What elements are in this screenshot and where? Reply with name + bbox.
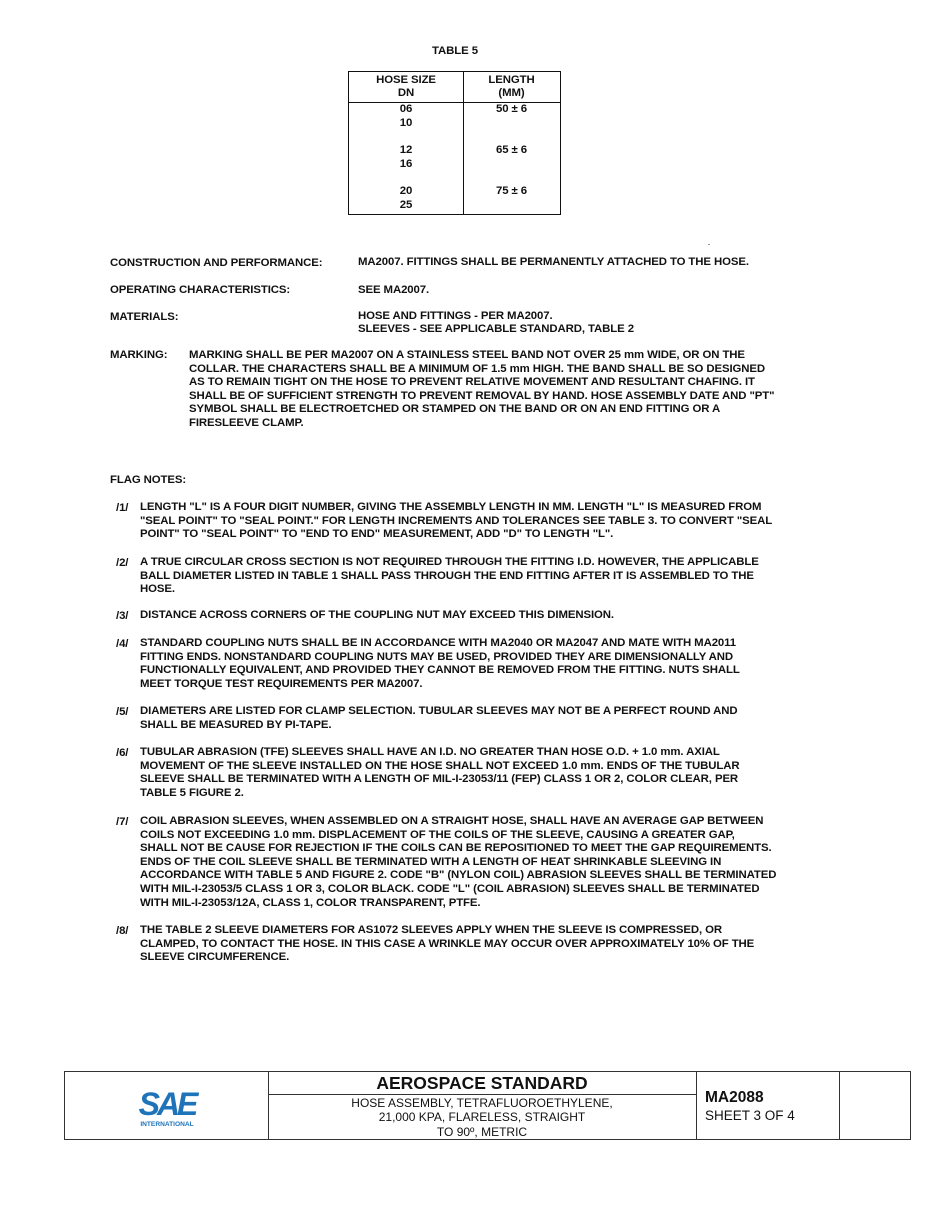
- table-cell-length: 50 ± 6: [496, 103, 527, 115]
- marking-line: MARKING SHALL BE PER MA2007 ON A STAINLESS STEEL BAND NOT OVER 25 mm WIDE, OR ON THE: [189, 349, 745, 361]
- note-7-id: /7/: [116, 816, 129, 828]
- note-1-text: LENGTH "L" IS A FOUR DIGIT NUMBER, GIVING THE ASSEMBLY LENGTH IN MM. LENGTH "L" IS MEASURED FROM "SEAL POINT" TO "SEAL POINT." FOR LENGTH INCREMENTS AND TOLERANCES SEE TABLE 3. TO CONVERT "SEAL POINT" TO "SEAL POINT" TO "END TO END" MEASUREMENT, ADD "D" TO LENGTH "L".: [140, 501, 773, 541]
- operating-value: SEE MA2007.: [358, 284, 430, 296]
- marking-line: AS TO REMAIN TIGHT ON THE HOSE TO PREVENT RELATIVE MOVEMENT AND RESULTANT CHAFING. IT: [189, 376, 755, 389]
- note-1-id: /1/: [116, 502, 129, 514]
- table-cell-size: 16: [399, 158, 413, 170]
- speck-mark: [708, 244, 710, 245]
- construction-value: MA2007. FITTINGS SHALL BE PERMANENTLY ATTACHED TO THE HOSE.: [358, 256, 749, 268]
- materials-label: MATERIALS:: [110, 311, 179, 323]
- table-cell-size: 10: [399, 117, 413, 129]
- standard-description: HOSE ASSEMBLY, TETRAFLUOROETHYLENE, 21,000 KPA, FLARELESS, STRAIGHT TO 90º, METRIC: [351, 1096, 613, 1139]
- note-4-id: /4/: [116, 638, 129, 650]
- sae-logo: [131, 1084, 203, 1130]
- document-number: MA2088: [705, 1089, 764, 1106]
- sheet-number: SHEET 3 OF 4: [705, 1108, 795, 1123]
- table-cell-length: 65 ± 6: [496, 144, 527, 156]
- note-6-text: TUBULAR ABRASION (TFE) SLEEVES SHALL HAVE AN I.D. NO GREATER THAN HOSE O.D. + 1.0 mm. AXIAL MOVEMENT OF THE SLEEVE INSTALLED ON THE HOSE SHALL NOT EXCEED 1.0 mm. ENDS OF THE TUBULAR SLEEVE SHALL BE TERMINATED WITH A LENGTH OF MIL-I-23053/11 (FEP) CLASS 1 OR 2, COLOR CLEAR, PER TABLE 5 FIGURE 2.: [140, 746, 740, 799]
- marking-label: MARKING:: [110, 349, 168, 361]
- sae-logo-text: SAE: [138, 1086, 196, 1122]
- table-cell-size: 20: [399, 185, 413, 197]
- note-2-text: A TRUE CIRCULAR CROSS SECTION IS NOT REQUIRED THROUGH THE FITTING I.D. HOWEVER, THE APPLICABLE BALL DIAMETER LISTED IN TABLE 1 SHALL PASS THROUGH THE END FITTING AFTER IT IS ASSEMBLED TO THE HOSE.: [140, 556, 759, 596]
- header-length: LENGTH (MM): [488, 74, 535, 99]
- table-cell-size: 12: [399, 144, 413, 156]
- construction-label: CONSTRUCTION AND PERFORMANCE:: [110, 257, 323, 269]
- marking-line: COLLAR. THE CHARACTERS SHALL BE A MINIMUM OF 1.5 mm HIGH. THE BAND SHALL BE SO DESIGNED: [189, 362, 766, 375]
- flag-notes-title: FLAG NOTES:: [110, 474, 187, 486]
- note-6-id: /6/: [116, 747, 129, 759]
- table-5-title: TABLE 5: [432, 45, 478, 57]
- materials-line-2: SLEEVES - SEE APPLICABLE STANDARD, TABLE 2: [358, 323, 634, 335]
- standard-title: AEROSPACE STANDARD: [376, 1073, 588, 1093]
- table-cell-size: 25: [399, 199, 413, 211]
- title-block-divider: [839, 1072, 840, 1139]
- table-cell-size: 06: [399, 103, 413, 115]
- note-2-id: /2/: [116, 557, 129, 569]
- marking-line: SHALL BE OF SUFFICIENT STRENGTH TO PREVENT REMOVAL BY HAND. HOSE ASSEMBLY DATE AND "PT": [189, 389, 775, 402]
- note-3-text: DISTANCE ACROSS CORNERS OF THE COUPLING NUT MAY EXCEED THIS DIMENSION.: [140, 609, 614, 621]
- marking-line: FIRESLEEVE CLAMP.: [189, 416, 304, 429]
- note-8-id: /8/: [116, 925, 129, 937]
- operating-label: OPERATING CHARACTERISTICS:: [110, 284, 291, 296]
- table-5: [348, 71, 561, 215]
- materials-line-1: HOSE AND FITTINGS - PER MA2007.: [358, 310, 553, 322]
- title-block-divider: [268, 1094, 696, 1095]
- sae-logo-subtext: INTERNATIONAL: [140, 1121, 194, 1128]
- note-7-text: COIL ABRASION SLEEVES, WHEN ASSEMBLED ON A STRAIGHT HOSE, SHALL HAVE AN AVERAGE GAP BETWEEN COILS NOT EXCEEDING 1.0 mm. DISPLACEMENT OF THE COILS OF THE SLEEVE, CAUSING A GREATER GAP, SHALL NOT BE CAUSE FOR REJECTION IF THE COILS CAN BE REPOSITIONED TO MEET THE GAP REQUIREMENTS. ENDS OF THE COIL SLEEVE SHALL BE TERMINATED WITH A LENGTH OF HEAT SHRINKABLE SLEEVING IN ACCORDANCE WITH TABLE 5 AND FIGURE 2. CODE "B" (NYLON COIL) ABRASION SLEEVES SHALL BE TERMINATED WITH MIL-I-23053/5 CLASS 1 OR 3, COLOR BLACK. CODE "L" (COIL ABRASION) SLEEVES SHALL BE TERMINATED WITH MIL-I-23053/12A, CLASS 1, COLOR TRANSPARENT, PTFE.: [140, 815, 777, 909]
- note-5-text: DIAMETERS ARE LISTED FOR CLAMP SELECTION. TUBULAR SLEEVES MAY NOT BE A PERFECT ROUND AND SHALL BE MEASURED BY PI-TAPE.: [140, 705, 738, 731]
- note-8-text: THE TABLE 2 SLEEVE DIAMETERS FOR AS1072 SLEEVES APPLY WHEN THE SLEEVE IS COMPRESSED, OR CLAMPED, TO CONTACT THE HOSE. IN THIS CASE A WRINKLE MAY OCCUR OVER APPROXIMATELY 10% OF THE SLEEVE CIRCUMFERENCE.: [140, 924, 755, 964]
- note-3-id: /3/: [116, 610, 129, 622]
- marking-paragraph: [189, 349, 829, 431]
- title-block: [64, 1071, 911, 1140]
- note-4-text: STANDARD COUPLING NUTS SHALL BE IN ACCORDANCE WITH MA2040 OR MA2047 AND MATE WITH MA2011 FITTING ENDS. NONSTANDARD COUPLING NUTS MAY BE USED, PROVIDED THEY ARE DIMENSIONALLY AND FUNCTIONALLY EQUIVALENT, AND PROVIDED THEY CANNOT BE REMOVED FROM THE FITTING. NUTS SHALL MEET TORQUE TEST REQUIREMENTS PER MA2007.: [140, 637, 740, 690]
- note-5-id: /5/: [116, 706, 129, 718]
- header-hose-size: HOSE SIZE DN: [376, 74, 436, 99]
- title-block-divider: [696, 1072, 697, 1139]
- marking-line: SYMBOL SHALL BE ELECTROETCHED OR STAMPED ON THE BAND OR ON AN END FITTING OR A: [189, 403, 721, 416]
- table-cell-length: 75 ± 6: [496, 185, 527, 197]
